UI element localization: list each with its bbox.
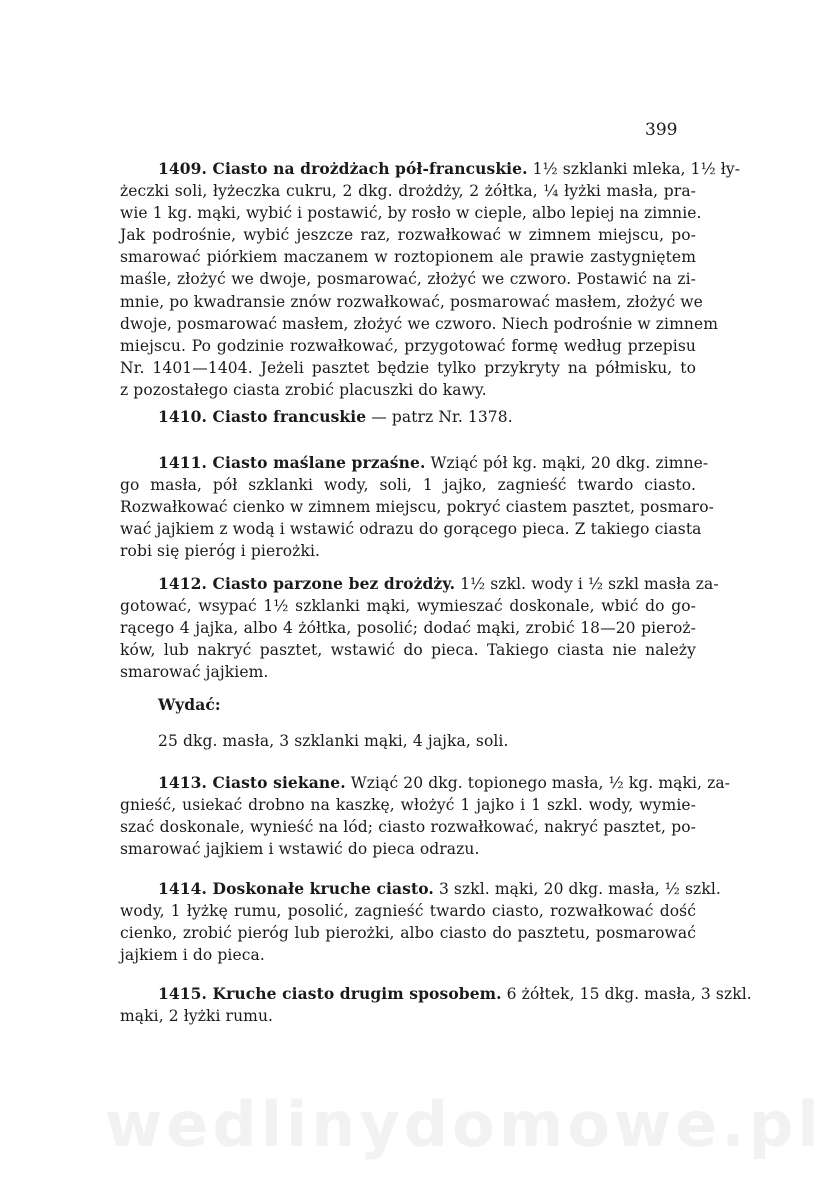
recipe-text: Wziąć 20 dkg. topionego masła, ½ kg. mąki, za-	[345, 774, 731, 792]
recipe-line	[120, 406, 696, 428]
recipe-title: 1414. Doskonałe kruche ciasto.	[158, 879, 434, 898]
recipe-line: gotować, wsypać 1½ szklanki mąki, wymieszać doskonale, wbić do go-	[120, 597, 696, 616]
recipe-line: ków, lub nakryć pasztet, wstawić do pieca. Takiego ciasta nie należy	[120, 641, 696, 660]
recipe-line: Jak podrośnie, wybić jeszcze raz, rozwałkować w zimnem miejscu, po-	[120, 226, 696, 245]
recipe-line: wody, 1 łyżkę rumu, posolić, zagnieść twardo ciasto, rozwałkować dość	[120, 902, 696, 921]
recipe-line: rącego 4 jajka, albo 4 żółtka, posolić; dodać mąki, zrobić 18—20 pieroż-	[120, 619, 696, 638]
recipe-line	[120, 452, 709, 474]
recipe-line: smarować jajkiem i wstawić do pieca odrazu.	[120, 840, 480, 859]
recipe-title: 1409. Ciasto na drożdżach pół-francuskie.	[158, 159, 528, 178]
recipe-line: żeczki soli, łyżeczka cukru, 2 dkg. drożdży, 2 żółtka, ¼ łyżki masła, pra-	[120, 182, 696, 201]
recipe-title: 1415. Kruche ciasto drugim sposobem.	[158, 984, 502, 1003]
recipe-title: 1410. Ciasto francuskie	[158, 407, 367, 426]
section-title: Wydać:	[158, 695, 221, 714]
recipe-line	[120, 772, 731, 794]
recipe-line: mnie, po kwadransie znów rozwałkować, posmarować masłem, złożyć we	[120, 292, 703, 311]
recipe-line: dwoje, posmarować masłem, złożyć we czworo. Niech podrośnie w zimnem	[120, 314, 719, 333]
recipe-text: 1½ szklanki mleka, 1½ ły-	[527, 160, 741, 178]
recipe-line: 25 dkg. masła, 3 szklanki mąki, 4 jajka, soli.	[158, 732, 509, 750]
recipe-line	[120, 878, 721, 900]
recipe-line: Rozwałkować cienko w zimnem miejscu, pokryć ciastem pasztet, posmaro-	[120, 498, 714, 517]
recipe-line: gnieść, usiekać drobno na kaszkę, włożyć 1 jajko i 1 szkl. wody, wymie-	[120, 796, 696, 815]
page-number: 399	[645, 120, 678, 140]
recipe-line: Nr. 1401—1404. Jeżeli pasztet będzie tylko przykryty na półmisku, to	[120, 358, 696, 377]
recipe-text: 1½ szkl. wody i ½ szkl masła za-	[455, 575, 719, 593]
recipe-line	[120, 983, 752, 1005]
recipe-line: robi się pieróg i pierożki.	[120, 542, 321, 561]
recipe-line	[120, 573, 719, 595]
recipe-line: szać doskonale, wynieść na lód; ciasto rozwałkować, nakryć pasztet, po-	[120, 818, 696, 837]
recipe-1414	[120, 878, 721, 966]
recipe-line: wać jajkiem z wodą i wstawić odrazu do gorącego pieca. Z takiego ciasta	[120, 520, 702, 539]
recipe-line: mąki, 2 łyżki rumu.	[120, 1007, 274, 1026]
recipe-1413	[120, 772, 731, 860]
recipe-text: 3 szkl. mąki, 20 dkg. masła, ½ szkl.	[433, 880, 721, 898]
recipe-1412	[120, 573, 719, 683]
wydac-heading	[120, 694, 696, 716]
recipe-text: 6 żółtek, 15 dkg. masła, 3 szkl.	[501, 985, 752, 1003]
recipe-1409	[120, 158, 741, 401]
recipe-line: smarować piórkiem maczanem w roztopionem ale prawie zastygniętem	[120, 248, 696, 267]
recipe-1410	[120, 406, 696, 428]
recipe-line: z pozostałego ciasta zrobić placuszki do kawy.	[120, 380, 487, 399]
recipe-line: wie 1 kg. mąki, wybić i postawić, by rosło w cieple, albo lepiej na zimnie.	[120, 204, 702, 223]
recipe-text: — patrz Nr. 1378.	[366, 408, 513, 426]
recipe-title: 1413. Ciasto siekane.	[158, 773, 346, 792]
recipe-1411	[120, 452, 714, 562]
recipe-line: cienko, zrobić pieróg lub pierożki, albo ciasto do pasztetu, posmarować	[120, 924, 696, 943]
recipe-line: maśle, złożyć we dwoje, posmarować, złożyć we czworo. Postawić na zi-	[120, 270, 696, 289]
recipe-line: smarować jajkiem.	[120, 663, 269, 682]
recipe-title: 1412. Ciasto parzone bez drożdży.	[158, 574, 456, 593]
recipe-line: jajkiem i do pieca.	[120, 946, 265, 965]
recipe-line	[120, 158, 741, 180]
watermark: wedlinydomowe.pl	[105, 1088, 823, 1161]
recipe-title: 1411. Ciasto maślane przaśne.	[158, 453, 426, 472]
recipe-line: go masła, pół szklanki wody, soli, 1 jajko, zagnieść twardo ciasto.	[120, 476, 696, 495]
recipe-line: miejscu. Po godzinie rozwałkować, przygotować formę według przepisu	[120, 336, 696, 355]
recipe-1415	[120, 983, 752, 1027]
recipe-text: Wziąć pół kg. mąki, 20 dkg. zimne-	[425, 454, 709, 472]
recipe-line	[120, 694, 696, 716]
wydac-list	[120, 730, 696, 752]
